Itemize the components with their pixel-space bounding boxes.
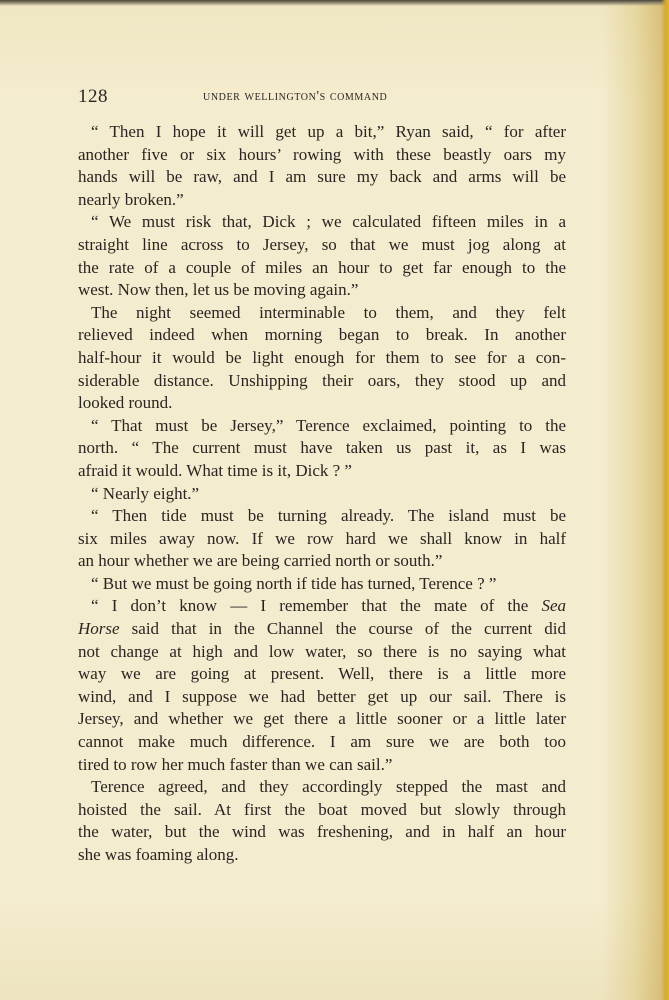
paragraph	[78, 776, 566, 866]
text-line: another five or six hours’ rowing with these beastly oars my	[78, 144, 566, 164]
text-line: the rate of a couple of miles an hour to get far enough to the	[78, 257, 566, 277]
text-line: looked round.	[78, 393, 173, 413]
text-line: she was foaming along.	[78, 845, 239, 864]
text-line: “ I don’t know — I remember that the mate of the Sea	[91, 596, 566, 616]
text-line: Horse said that in the Channel the course of the current did	[78, 619, 566, 639]
text-line: “ Nearly eight.”	[91, 483, 200, 503]
paragraph	[78, 573, 566, 596]
text-line: “ Then tide must be turning already. The island must be	[91, 506, 566, 526]
text-line: “ Then I hope it will get up a bit,” Ryan said, “ for after	[91, 122, 566, 141]
page-header	[78, 86, 566, 108]
scan-right-edge	[661, 0, 669, 1000]
text-line: “ We must risk that, Dick ; we calculated fifteen miles in a	[91, 212, 566, 232]
text-line: hands will be raw, and I am sure my back and arms will be	[78, 167, 566, 187]
ship-name: Horse	[78, 619, 120, 639]
text-line: Terence agreed, and they accordingly stepped the mast and	[91, 777, 566, 797]
text-line: straight line across to Jersey, so that we must jog along at	[78, 234, 566, 254]
page-number: 128	[78, 86, 108, 107]
text-line: half-hour it would be light enough for them to see for a con-	[78, 347, 566, 367]
paragraph	[78, 211, 566, 301]
paragraph	[78, 483, 566, 506]
text-line: wind, and I suppose we had better get up our sail. There is	[78, 686, 566, 706]
text-line: Jersey, and whether we get there a little sooner or a little later	[78, 709, 566, 729]
text-line: north. “ The current must have taken us past it, as I was	[78, 438, 566, 458]
text-line: “ That must be Jersey,” Terence exclaimed, pointing to the	[91, 415, 566, 435]
text-line: afraid it would. What time is it, Dick ? ”	[78, 460, 352, 480]
text-line: way we are going at present. Well, there is a little more	[78, 664, 566, 684]
text-line: relieved indeed when morning began to break. In another	[78, 325, 566, 345]
paragraph	[78, 302, 566, 415]
running-title: under wellington's command	[203, 89, 388, 104]
text-line: siderable distance. Unshipping their oars, they stood up and	[78, 370, 566, 390]
text-line: hoisted the sail. At first the boat moved but slowly through	[78, 799, 566, 819]
paragraph	[78, 595, 566, 776]
paragraph	[78, 121, 566, 211]
paragraph	[78, 505, 566, 573]
text-line: nearly broken.”	[78, 189, 184, 209]
scan-top-edge	[0, 0, 669, 6]
text-line: an hour whether we are being carried north or south.”	[78, 551, 443, 571]
text-line: “ But we must be going north if tide has turned, Terence ? ”	[91, 573, 497, 593]
body-text	[78, 121, 566, 867]
text-line: the water, but the wind was freshening, and in half an hour	[78, 822, 566, 842]
paragraph	[78, 415, 566, 483]
text-line: west. Now then, let us be moving again.”	[78, 280, 359, 300]
text-line: tired to row her much faster than we can sail.”	[78, 754, 393, 774]
text-line: The night seemed interminable to them, and they felt	[91, 302, 566, 322]
text-line: six miles away now. If we row hard we shall know in half	[78, 528, 566, 548]
ship-name: Sea	[541, 596, 566, 616]
text-line: cannot make much difference. I am sure we are both too	[78, 732, 566, 752]
text-line: not change at high and low water, so there is no saying what	[78, 641, 566, 661]
